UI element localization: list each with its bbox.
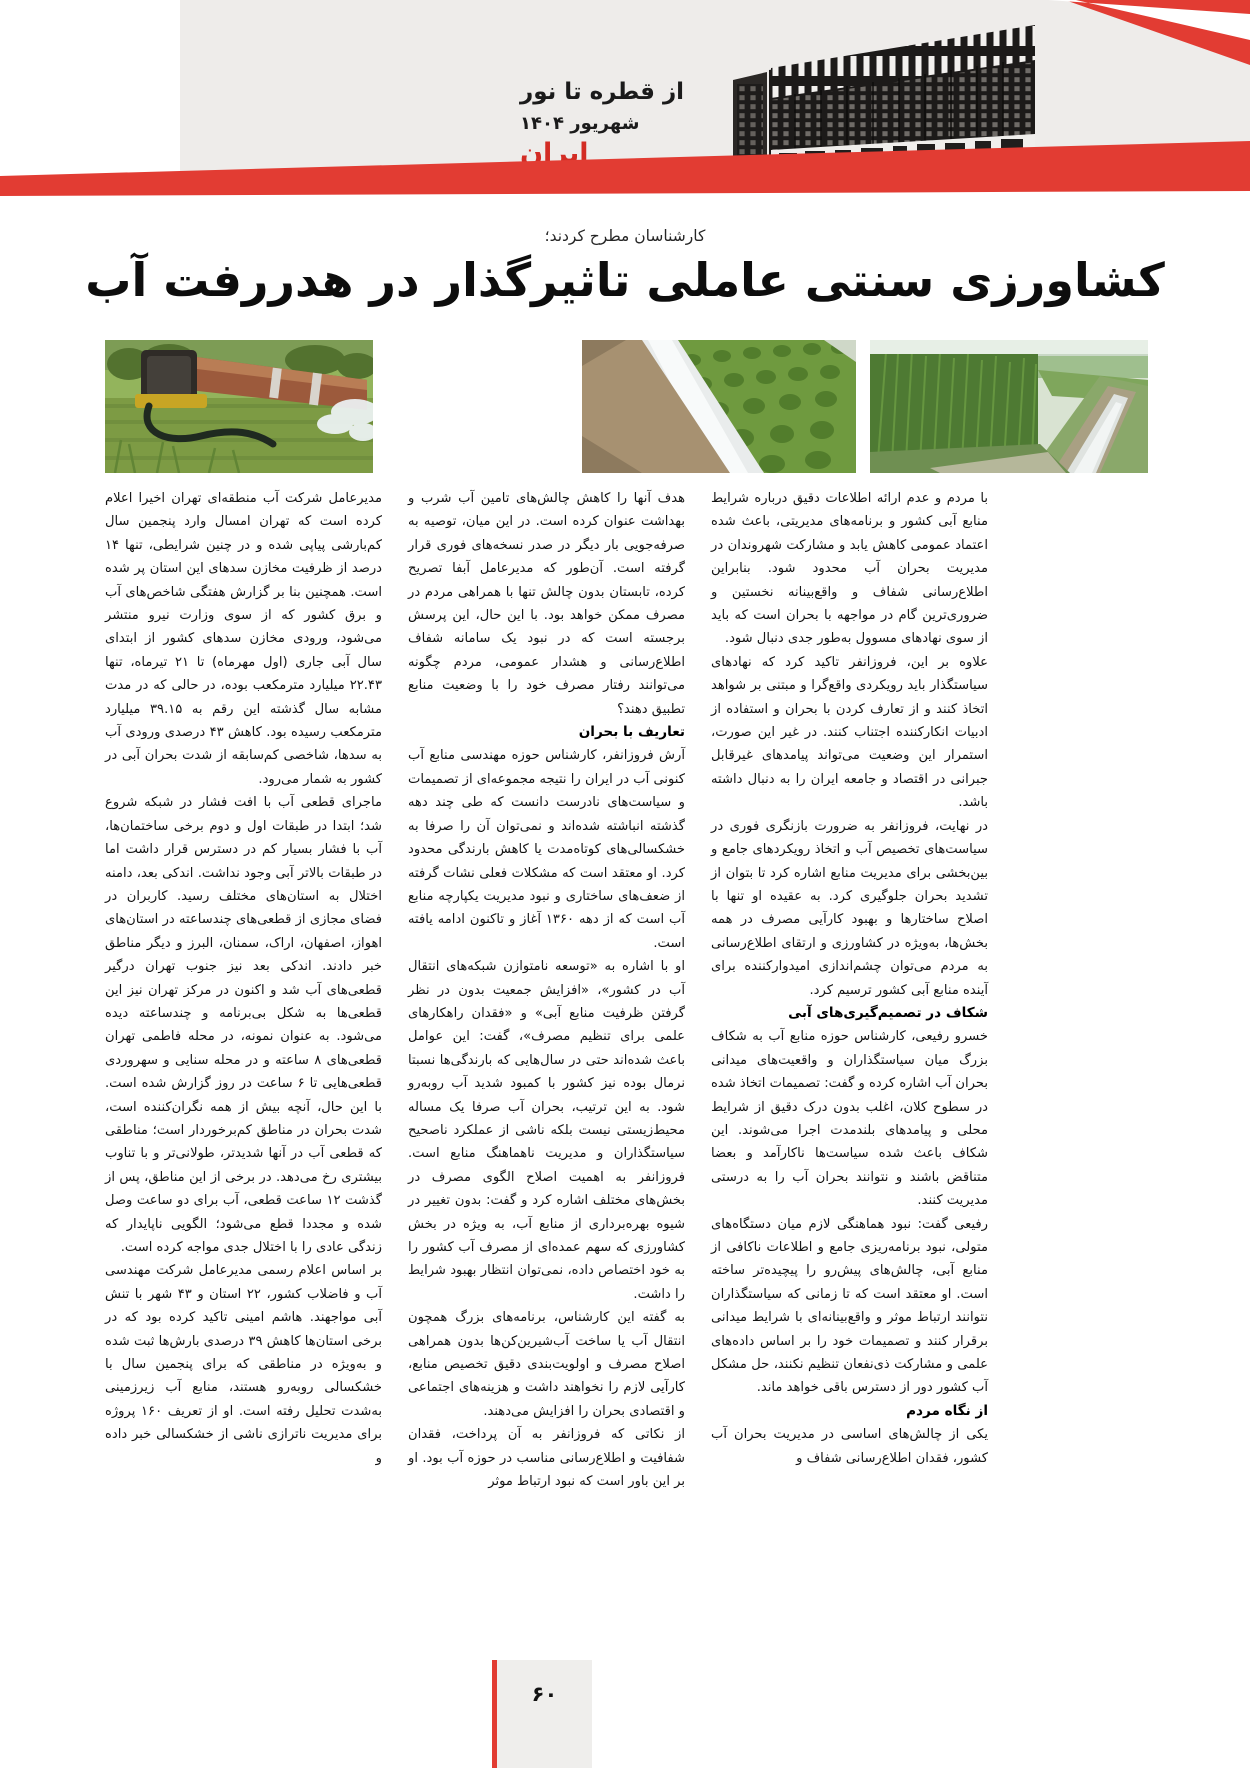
photo-water-well-pump [105, 340, 373, 473]
page-title: کشاورزی سنتی عاملی تاثیرگذار در هدررفت آب [85, 253, 1165, 307]
paragraph: آرش فروزانفر، کارشناس حوزه مهندسی منابع آب کنونی آب در ایران را نتیجه مجموعه‌ای از تصمیمات و سیاست‌های نادرست دانست که طی چند دهه گذشته انباشته شده‌اند و نمی‌توان آن را صرفا به خشکسالی‌های کوتاه‌مدت یا کاهش بارندگی محدود کرد. او معتقد است که مشکلات فعلی نشات گرفته از ضعف‌های ساختاری و نبود مدیریت یکپارچه منابع آب است که از دهه ۱۳۶۰ آغاز و تاکنون ادامه یافته است. [408, 748, 685, 951]
subheading-az-negahe-mardom: از نگاه مردم [906, 1402, 988, 1419]
paragraph: با مردم و عدم ارائه اطلاعات دقیق درباره شرایط منابع آبی کشور و برنامه‌های مدیریتی، باعث شده اعتماد عمومی کاهش یابد و مشارکت شهروندان در مدیریت بحران آب محدود شود. بنابراین اطلاع‌رسانی شفاف و واقع‌بینانه نخستین و ضروری‌ترین گام در مواجهه با بحران است که باید از سوی نهادهای مسوول به‌طور جدی دنبال شود. [711, 491, 988, 647]
paragraph: علاوه بر این، فروزانفر تاکید کرد که نهادهای سیاستگذار باید رویکردی واقع‌گرا و مبتنی بر شواهد اتخاذ کنند و از تعارف کردن با بحران و استفاده از ادبیات انکارکننده اجتناب کنند. در غیر این صورت، استمرار این وضعیت می‌تواند پیامدهای غیرقابل جبرانی در اقتصاد و جامعه ایران را به دنبال داشته باشد. [711, 654, 988, 811]
photo-sugarcane-irrigation-canal [870, 340, 1148, 473]
paragraph: به گفته این کارشناس، برنامه‌های بزرگ همچون انتقال آب یا ساخت آب‌شیرین‌کن‌ها بدون همراهی اصلاح مصرف و اولویت‌بندی دقیق تخصیص منابع، کارآیی لازم را نخواهند داشت و هزینه‌های اجتماعی و اقتصادی بحران را افزایش می‌دهند. [408, 1310, 685, 1419]
paragraph: او با اشاره به «توسعه نامتوازن شبکه‌های انتقال آب در کشور»، «افزایش جمعیت بدون در نظر گرفتن ظرفیت منابع آبی» و «فقدان راهکارهای علمی برای تنظیم مصرف»، گفت: این عوامل باعث شده‌اند حتی در سال‌هایی که بارندگی‌ها نسبتا نرمال بوده نیز کشور با کمبود شدید آب روبه‌رو شود. به این ترتیب، بحران آب صرفا یک مساله محیط‌زیستی نیست بلکه ناشی از عملکرد ناصحیح سیاستگذاران و مدیریت ناهماهنگ منابع است. فروزانفر به اهمیت اصلاح الگوی مصرف در بخش‌های مختلف اشاره کرد و گفت: بدون تغییر در شیوه بهره‌برداری از منابع آب، به ویژه در بخش کشاورزی که سهم عمده‌ای از مصرف آب کشور را به خود اختصاص داده، نمی‌توان انتظار بهبود شرایط را داشت. [408, 959, 685, 1302]
paragraph: بر اساس اعلام رسمی مدیرعامل شرکت مهندسی آب و فاضلاب کشور، ۲۲ استان و ۴۳ شهر با تنش آبی مواجهند. هاشم امینی تاکید کرده بود که در برخی استان‌ها کاهش ۳۹ درصدی بارش‌ها ثبت شده و به‌ویژه در مناطقی که برای پنجمین سال با خشکسالی روبه‌رو هستند، منابع آب زیرزمینی به‌شدت تحلیل رفته است. او از تعریف ۱۶۰ پروژه برای مدیریت ناترازی ناشی از خشکسالی خبر داده و [105, 1263, 383, 1466]
subheading-tarif-bohran: تعاریف با بحران [578, 724, 685, 741]
column-right [105, 487, 382, 1627]
article-body [105, 487, 1148, 1627]
page-number: ۶۰ [531, 1682, 558, 1706]
photo-row [105, 340, 1148, 473]
footer [497, 1660, 592, 1768]
masthead-date: شهریور ۱۴۰۴ [520, 112, 640, 134]
column-left [711, 487, 988, 1627]
masthead-white-wedge [0, 0, 180, 175]
paragraph: در نهایت، فروزانفر به ضرورت بازنگری فوری در سیاست‌های تخصیص آب و اتخاذ رویکردهای جامع و بین‌بخشی برای مدیریت منابع اشاره کرد تا بتوان از تشدید بحران جلوگیری کرد. به عقیده او تنها با اصلاح ساختارها و بهبود کارآیی مصرف در همه بخش‌ها، به‌ویژه در کشاورزی و ارتقای اطلاع‌رسانی به مردم می‌توان چشم‌اندازی امیدوارکننده برای آینده منابع آبی کشور ترسیم کرد. [711, 818, 988, 998]
paragraph: هدف آنها را کاهش چالش‌های تامین آب شرب و بهداشت عنوان کرده است. در این میان، توصیه به صرفه‌جویی بار دیگر در صدر نسخه‌های فوری قرار گرفته است. آن‌طور که مدیرعامل آبفا تصریح کرده، تابستان بدون چالش تنها با همراهی مردم در مصرف ممکن خواهد بود. با این حال، این پرسش برجسته است که در نبود یک سامانه شفاف اطلاع‌رسانی و هشدار عمومی، مردم چگونه می‌توانند رفتار مصرف خود را با وضعیت منابع تطبیق دهند؟ [408, 491, 685, 717]
column-middle [408, 487, 685, 1627]
subheading-shekaf-dar-tasmimgiri: شکاف در تصمیم‌گیری‌های آبی [788, 1004, 988, 1021]
masthead [0, 0, 1250, 205]
masthead-brand: ایران [520, 137, 589, 169]
paragraph: از نکاتی که فروزانفر به آن پرداخت، فقدان شفافیت و اطلاع‌رسانی مناسب در حوزه آب بود. او بر این باور است که نبود ارتباط موثر [408, 1427, 685, 1490]
paragraph: مدیرعامل شرکت آب منطقه‌ای تهران اخیرا اعلام کرده است که تهران امسال وارد پنجمین سال کم‌بارشی پیاپی شده و در چنین شرایطی، تنها ۱۴ درصد از ظرفیت مخازن سدهای این استان پر شده است. همچنین بنا بر گزارش هفتگی شاخص‌های آب و برق کشور که از سوی وزارت نیرو منتشر می‌شود، ورودی مخازن سدهای کشور از ابتدای سال آبی جاری (اول مهرماه) تا ۲۱ تیرماه، تنها ۲۲.۴۳ میلیارد مترمکعب بوده، در حالی که در مدت مشابه سال گذشته این رقم به ۳۹.۱۵ میلیارد مترمکعب رسیده بود. کاهش ۴۳ درصدی ورودی آب به سدها، شاخصی کم‌سابقه از شدت بحران آبی در کشور به شمار می‌رود. [105, 491, 382, 787]
paragraph: رفیعی گفت: نبود هماهنگی لازم میان دستگاه‌های متولی، نبود برنامه‌ریزی جامع و اطلاعات ناکافی از منابع آبی، چالش‌های پیش‌رو را پیچیده‌تر ساخته است. او معتقد است که تا زمانی که سیاستگذاران نتوانند ارتباط موثر و واقع‌بینانه‌ای با شرایط میدانی برقرار کنند و تصمیمات خود را بر اساس داده‌های علمی و مشارکت ذی‌نفعان تنظیم نکنند، حل مشکل آب کشور دور از دسترس باقی خواهد ماند. [711, 1216, 988, 1396]
photo-plastic-mulch-field [582, 340, 856, 473]
paragraph: ماجرای قطعی آب با افت فشار در شبکه شروع شد؛ ابتدا در طبقات اول و دوم برخی ساختمان‌ها، آب با فشار بسیار کم در دسترس قرار داشت اما در طبقات بالاتر آبی وجود نداشت. اندکی بعد، دامنه اختلال به استان‌های مختلف رسید. کاربران در فضای مجازی از قطعی‌های چندساعته در استان‌های اهواز، اصفهان، اراک، سمنان، البرز و دیگر مناطق خبر دادند. اندکی بعد نیز جنوب تهران درگیر قطعی‌های آب شد و اکنون در مرکز تهران نیز این قطعی‌ها به شکل بی‌برنامه و چندساعته دیده می‌شود. به عنوان نمونه، در محله فاطمی تهران قطعی‌های ۸ ساعته و در محله سنایی و سهروردی قطعی‌هایی تا ۶ ساعت در روز گزارش شده است. با این حال، آنچه بیش از همه نگران‌کننده است، شدت بحران در مناطق کم‌برخوردار است؛ مناطقی که قطعی آب در آنها شدیدتر، طولانی‌تر و با تناوب بیشتری رخ می‌دهد. در برخی از این مناطق، پس از گذشت ۱۲ ساعت قطعی، آب برای دو ساعت وصل شده و مجددا قطع می‌شود؛ الگویی ناپایدار که زندگی عادی را با اختلال جدی مواجه کرده است. [105, 795, 382, 1255]
paragraph: خسرو رفیعی، کارشناس حوزه منابع آب به شکاف بزرگ میان سیاستگذاران و واقعیت‌های میدانی بحران آب اشاره کرده و گفت: تصمیمات اتخاذ شده در سطوح کلان، اغلب بدون درک دقیق از شرایط محلی و پیامدهای بلندمدت اجرا می‌شوند. این شکاف باعث شده سیاست‌ها ناکارآمد و بعضا متناقض باشند و نتوانند بحران آب را به درستی مدیریت کنند. [711, 1029, 988, 1209]
masthead-title: از قطره تا نور [520, 79, 685, 105]
masthead-text-block [520, 78, 720, 169]
article-kicker: کارشناسان مطرح کردند؛ [544, 227, 706, 245]
paragraph: یکی از چالش‌های اساسی در مدیریت بحران آب کشور، فقدان اطلاع‌رسانی شفاف و [711, 1427, 988, 1466]
